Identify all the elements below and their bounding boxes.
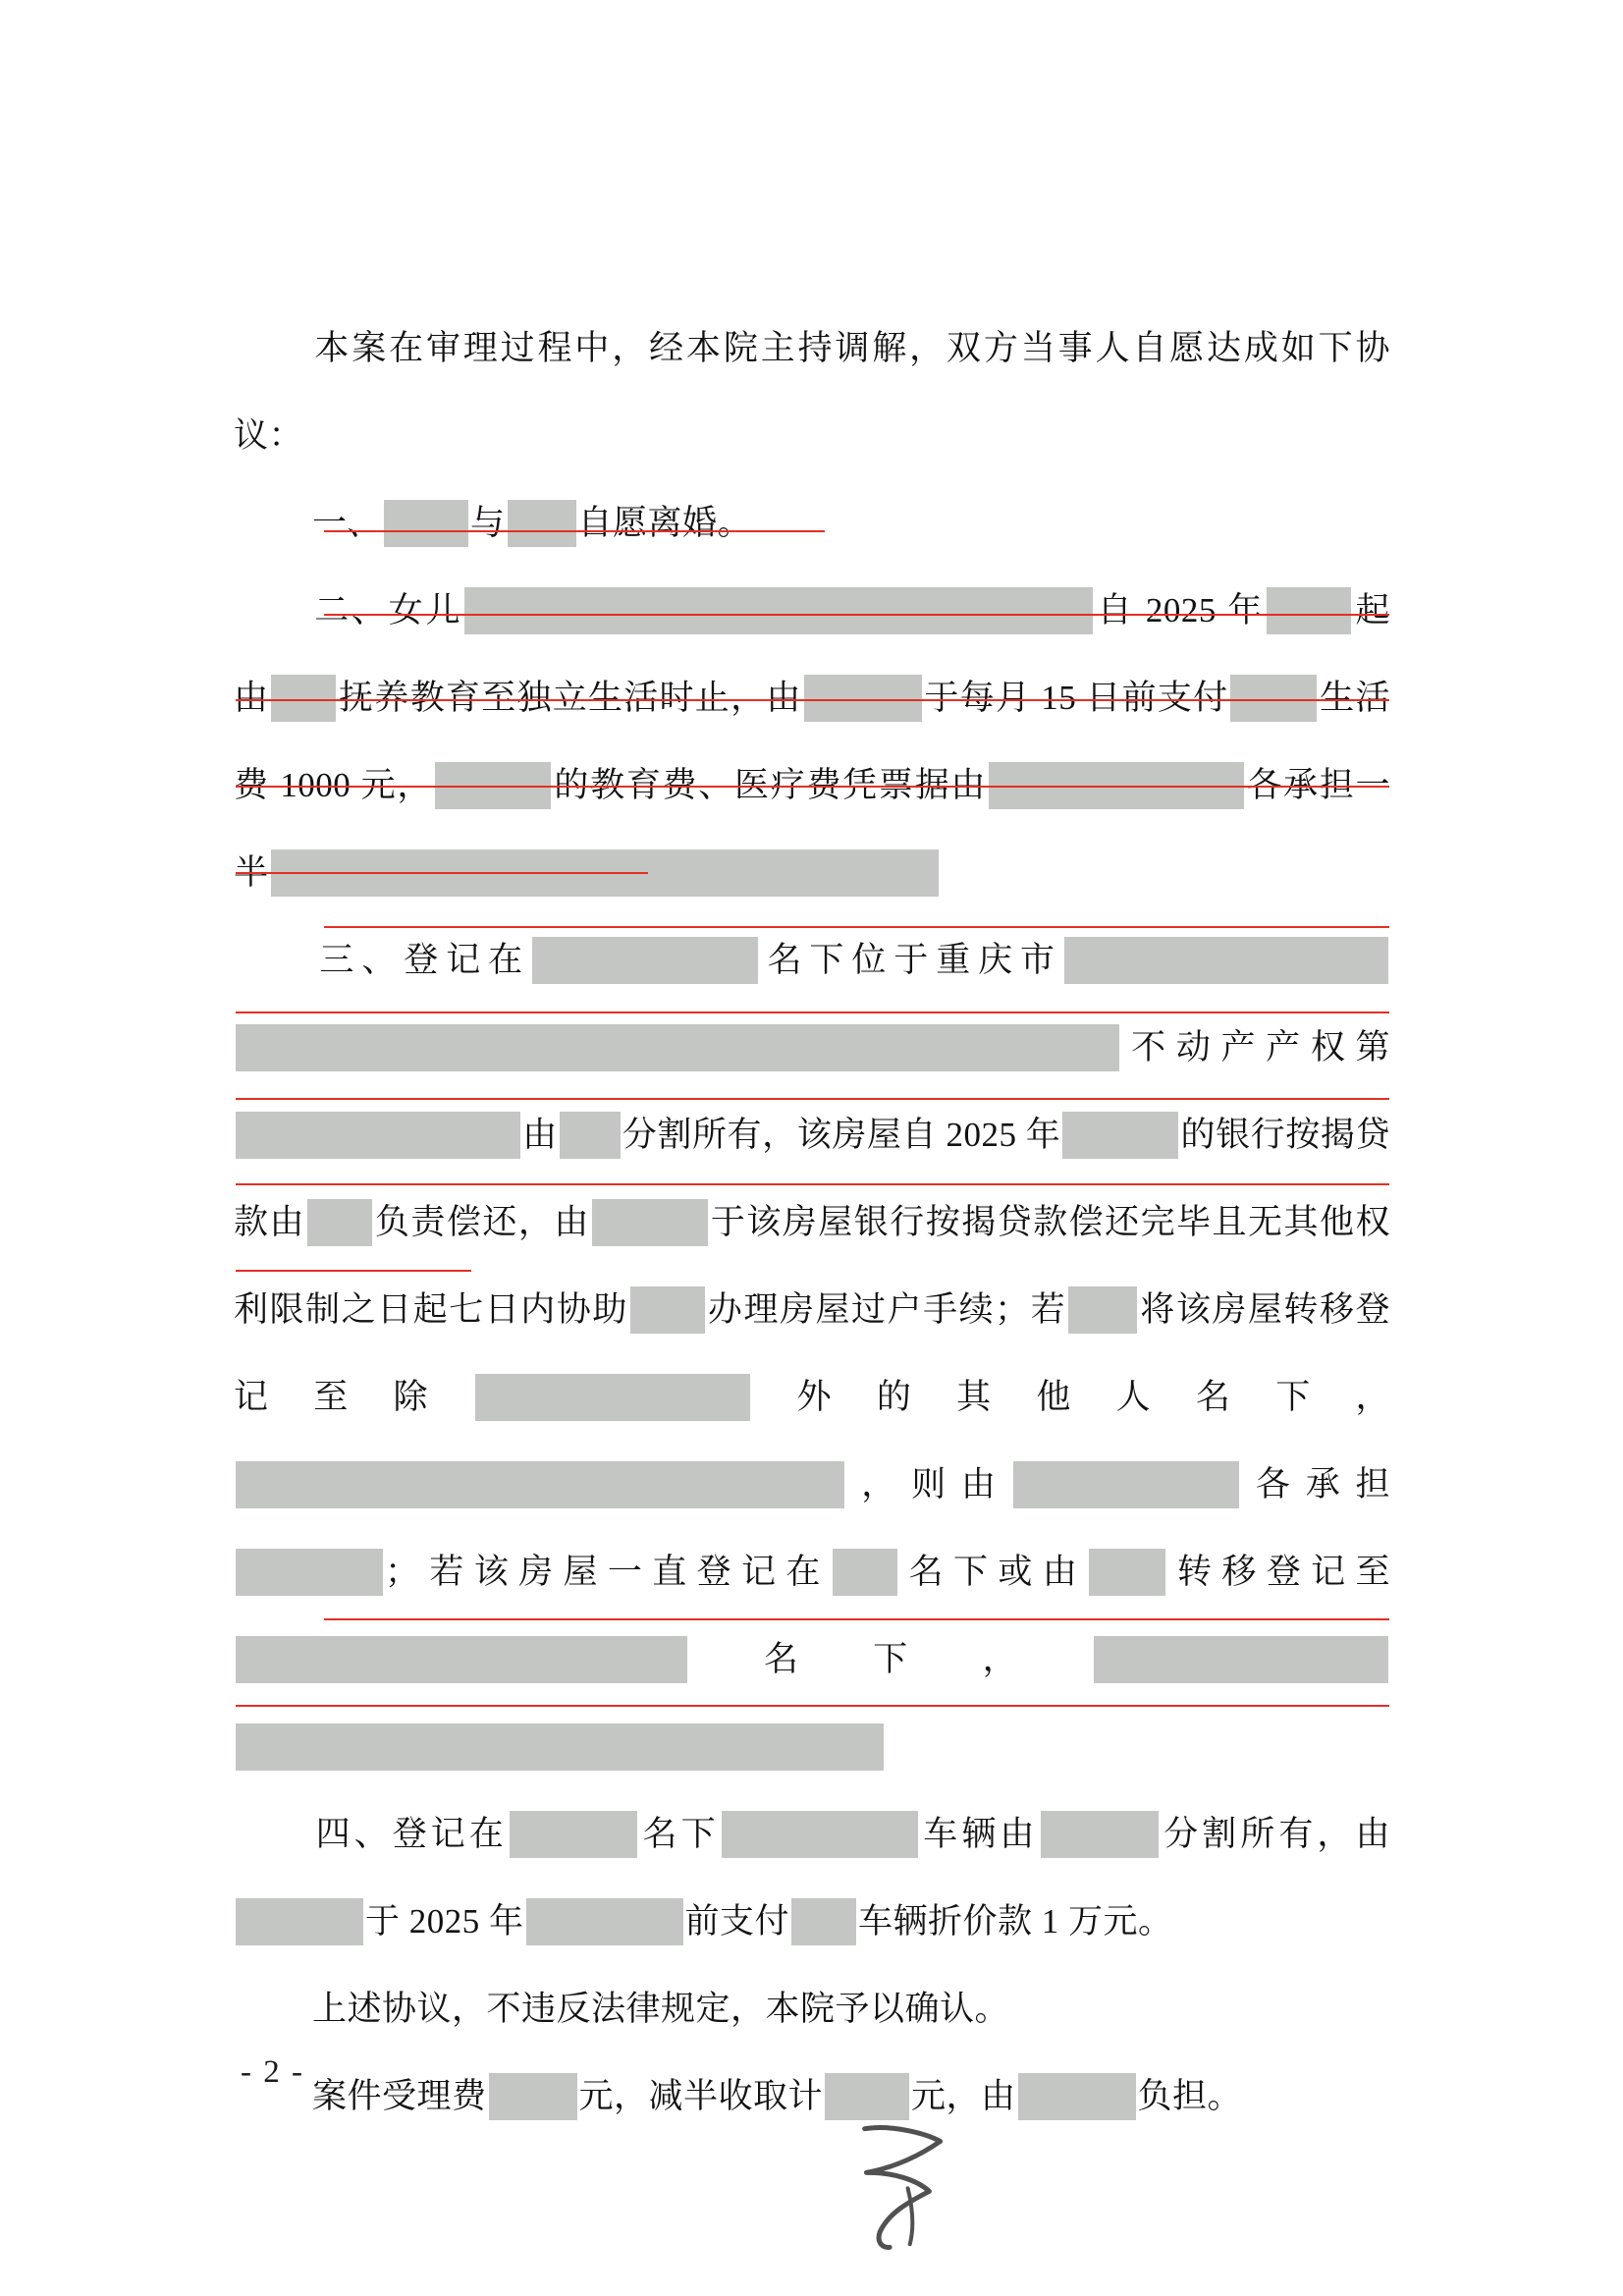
redaction-bar	[630, 1286, 705, 1334]
redline-8	[236, 1098, 1389, 1100]
redaction-bar	[384, 500, 468, 547]
redaction-bar	[526, 1898, 683, 1945]
redaction-bar	[236, 1461, 844, 1508]
text-run: 名下或由	[898, 1553, 1088, 1591]
text-run: 上述协议，不违反法律规定，本院予以确认。	[312, 1990, 1010, 2028]
redaction-bar	[1064, 937, 1388, 984]
redaction-bar	[236, 1636, 687, 1683]
redaction-bar	[804, 675, 922, 722]
paragraph-item-2	[234, 567, 1390, 916]
document-text-body	[234, 304, 1390, 2140]
text-run: 名下	[638, 1815, 720, 1853]
paragraph-item-3	[234, 916, 1390, 1790]
text-run: 分割所有，该房屋自 2025 年	[622, 1116, 1061, 1154]
redline-12	[236, 1705, 1389, 1707]
redaction-bar	[489, 2073, 577, 2120]
text-run: 元，减半收取计	[578, 2077, 824, 2115]
text-run: 抚养教育至独立生活时止，由	[338, 679, 802, 717]
redaction-bar	[1062, 1112, 1178, 1159]
text-run: 名下位于重庆市	[760, 941, 1062, 979]
redaction-bar	[1041, 1811, 1159, 1858]
text-run: ；若该房屋一直登记在	[385, 1553, 831, 1591]
text-run: 于每月 15 日前支付	[923, 679, 1229, 717]
redline-1	[324, 530, 825, 532]
text-run: 于 2025 年	[365, 1902, 524, 1941]
text-run: 四、登记在	[312, 1815, 508, 1853]
redline-4	[236, 786, 1389, 788]
text-run: 的银行按揭贷款由	[234, 1116, 1390, 1241]
text-run: 将该房屋转移登记至除	[234, 1290, 1390, 1416]
paragraph-fees	[234, 2052, 1390, 2140]
redaction-bar	[1018, 2073, 1136, 2120]
text-run: 元，由	[911, 2077, 1016, 2115]
redline-9	[236, 1183, 1389, 1185]
redaction-bar	[1267, 587, 1351, 634]
paragraph-item-1	[234, 479, 1390, 567]
text-run: 办理房屋过户手续；若	[706, 1290, 1067, 1329]
text-run: ，则由	[846, 1465, 1011, 1503]
redline-2	[324, 614, 1389, 616]
redaction-bar	[1068, 1286, 1137, 1334]
text-run: 外的其他人名下，	[751, 1378, 1390, 1416]
redline-3	[236, 699, 1389, 701]
redaction-bar	[236, 1024, 1119, 1071]
text-run: 生活费 1000 元，	[234, 679, 1390, 804]
redline-5	[236, 872, 648, 874]
redaction-bar	[592, 1199, 708, 1246]
text-run: 负责偿还，由	[373, 1203, 590, 1241]
redaction-bar	[464, 587, 1093, 634]
redline-11	[324, 1618, 1389, 1620]
paragraph-confirm	[234, 1965, 1390, 2052]
text-run: 由	[522, 1116, 558, 1154]
redaction-bar	[508, 500, 576, 547]
redaction-bar	[510, 1811, 637, 1858]
text-run: 二、女儿	[312, 591, 463, 629]
text-run: 名下，	[689, 1640, 1092, 1678]
redaction-bar	[1230, 675, 1317, 722]
redline-7	[236, 1011, 1389, 1013]
redaction-bar	[236, 1898, 363, 1945]
paragraph-item-4	[234, 1790, 1390, 1965]
text-run: 案件受理费	[312, 2077, 487, 2115]
text-run: 车辆折价款 1 万元。	[858, 1902, 1173, 1941]
redaction-bar	[475, 1374, 750, 1421]
text-run: 转移登记至	[1167, 1553, 1390, 1591]
redaction-bar	[236, 1549, 383, 1596]
text-run: 自愿离婚。	[577, 504, 753, 542]
text-run: 不动产产权第	[1121, 1028, 1390, 1066]
redaction-bar	[833, 1549, 897, 1596]
redaction-bar	[1089, 1549, 1165, 1596]
text-run: 分割所有，由	[1160, 1815, 1390, 1853]
redaction-bar	[722, 1811, 918, 1858]
text-run: 三、登记在	[312, 941, 531, 979]
handwritten-signature	[831, 2108, 966, 2261]
redaction-bar	[236, 1723, 884, 1771]
text-run: 自 2025 年	[1095, 591, 1266, 629]
text-run: 于该房屋银行按揭贷款偿还完毕且无其他权利限制之日起七日内协助	[234, 1203, 1390, 1329]
text-run: 一、	[312, 504, 383, 542]
text-run: 各承担一半	[234, 766, 1390, 892]
redaction-bar	[791, 1898, 856, 1945]
paragraph-intro	[234, 304, 1390, 479]
text-run: 负担。	[1137, 2077, 1243, 2115]
text-run: 起由	[234, 591, 1390, 717]
redaction-bar	[1094, 1636, 1388, 1683]
redaction-bar	[532, 937, 758, 984]
text-run: 各承担	[1240, 1465, 1390, 1503]
redaction-bar	[560, 1112, 621, 1159]
text-run: 与	[470, 504, 506, 542]
text-run: 本案在审理过程中，经本院主持调解，双方当事人自愿达成如下协议：	[234, 329, 1390, 455]
text-run: 的教育费、医疗费凭票据由	[553, 766, 988, 804]
text-run: 车辆由	[919, 1815, 1039, 1853]
redline-10	[236, 1270, 471, 1272]
redaction-bar	[271, 675, 336, 722]
page-number: - 2 -	[241, 2054, 304, 2090]
text-run: 前支付	[684, 1902, 790, 1941]
redaction-bar	[1013, 1461, 1239, 1508]
redaction-bar	[307, 1199, 372, 1246]
redaction-bar	[236, 1112, 520, 1159]
redline-6	[324, 926, 1389, 928]
